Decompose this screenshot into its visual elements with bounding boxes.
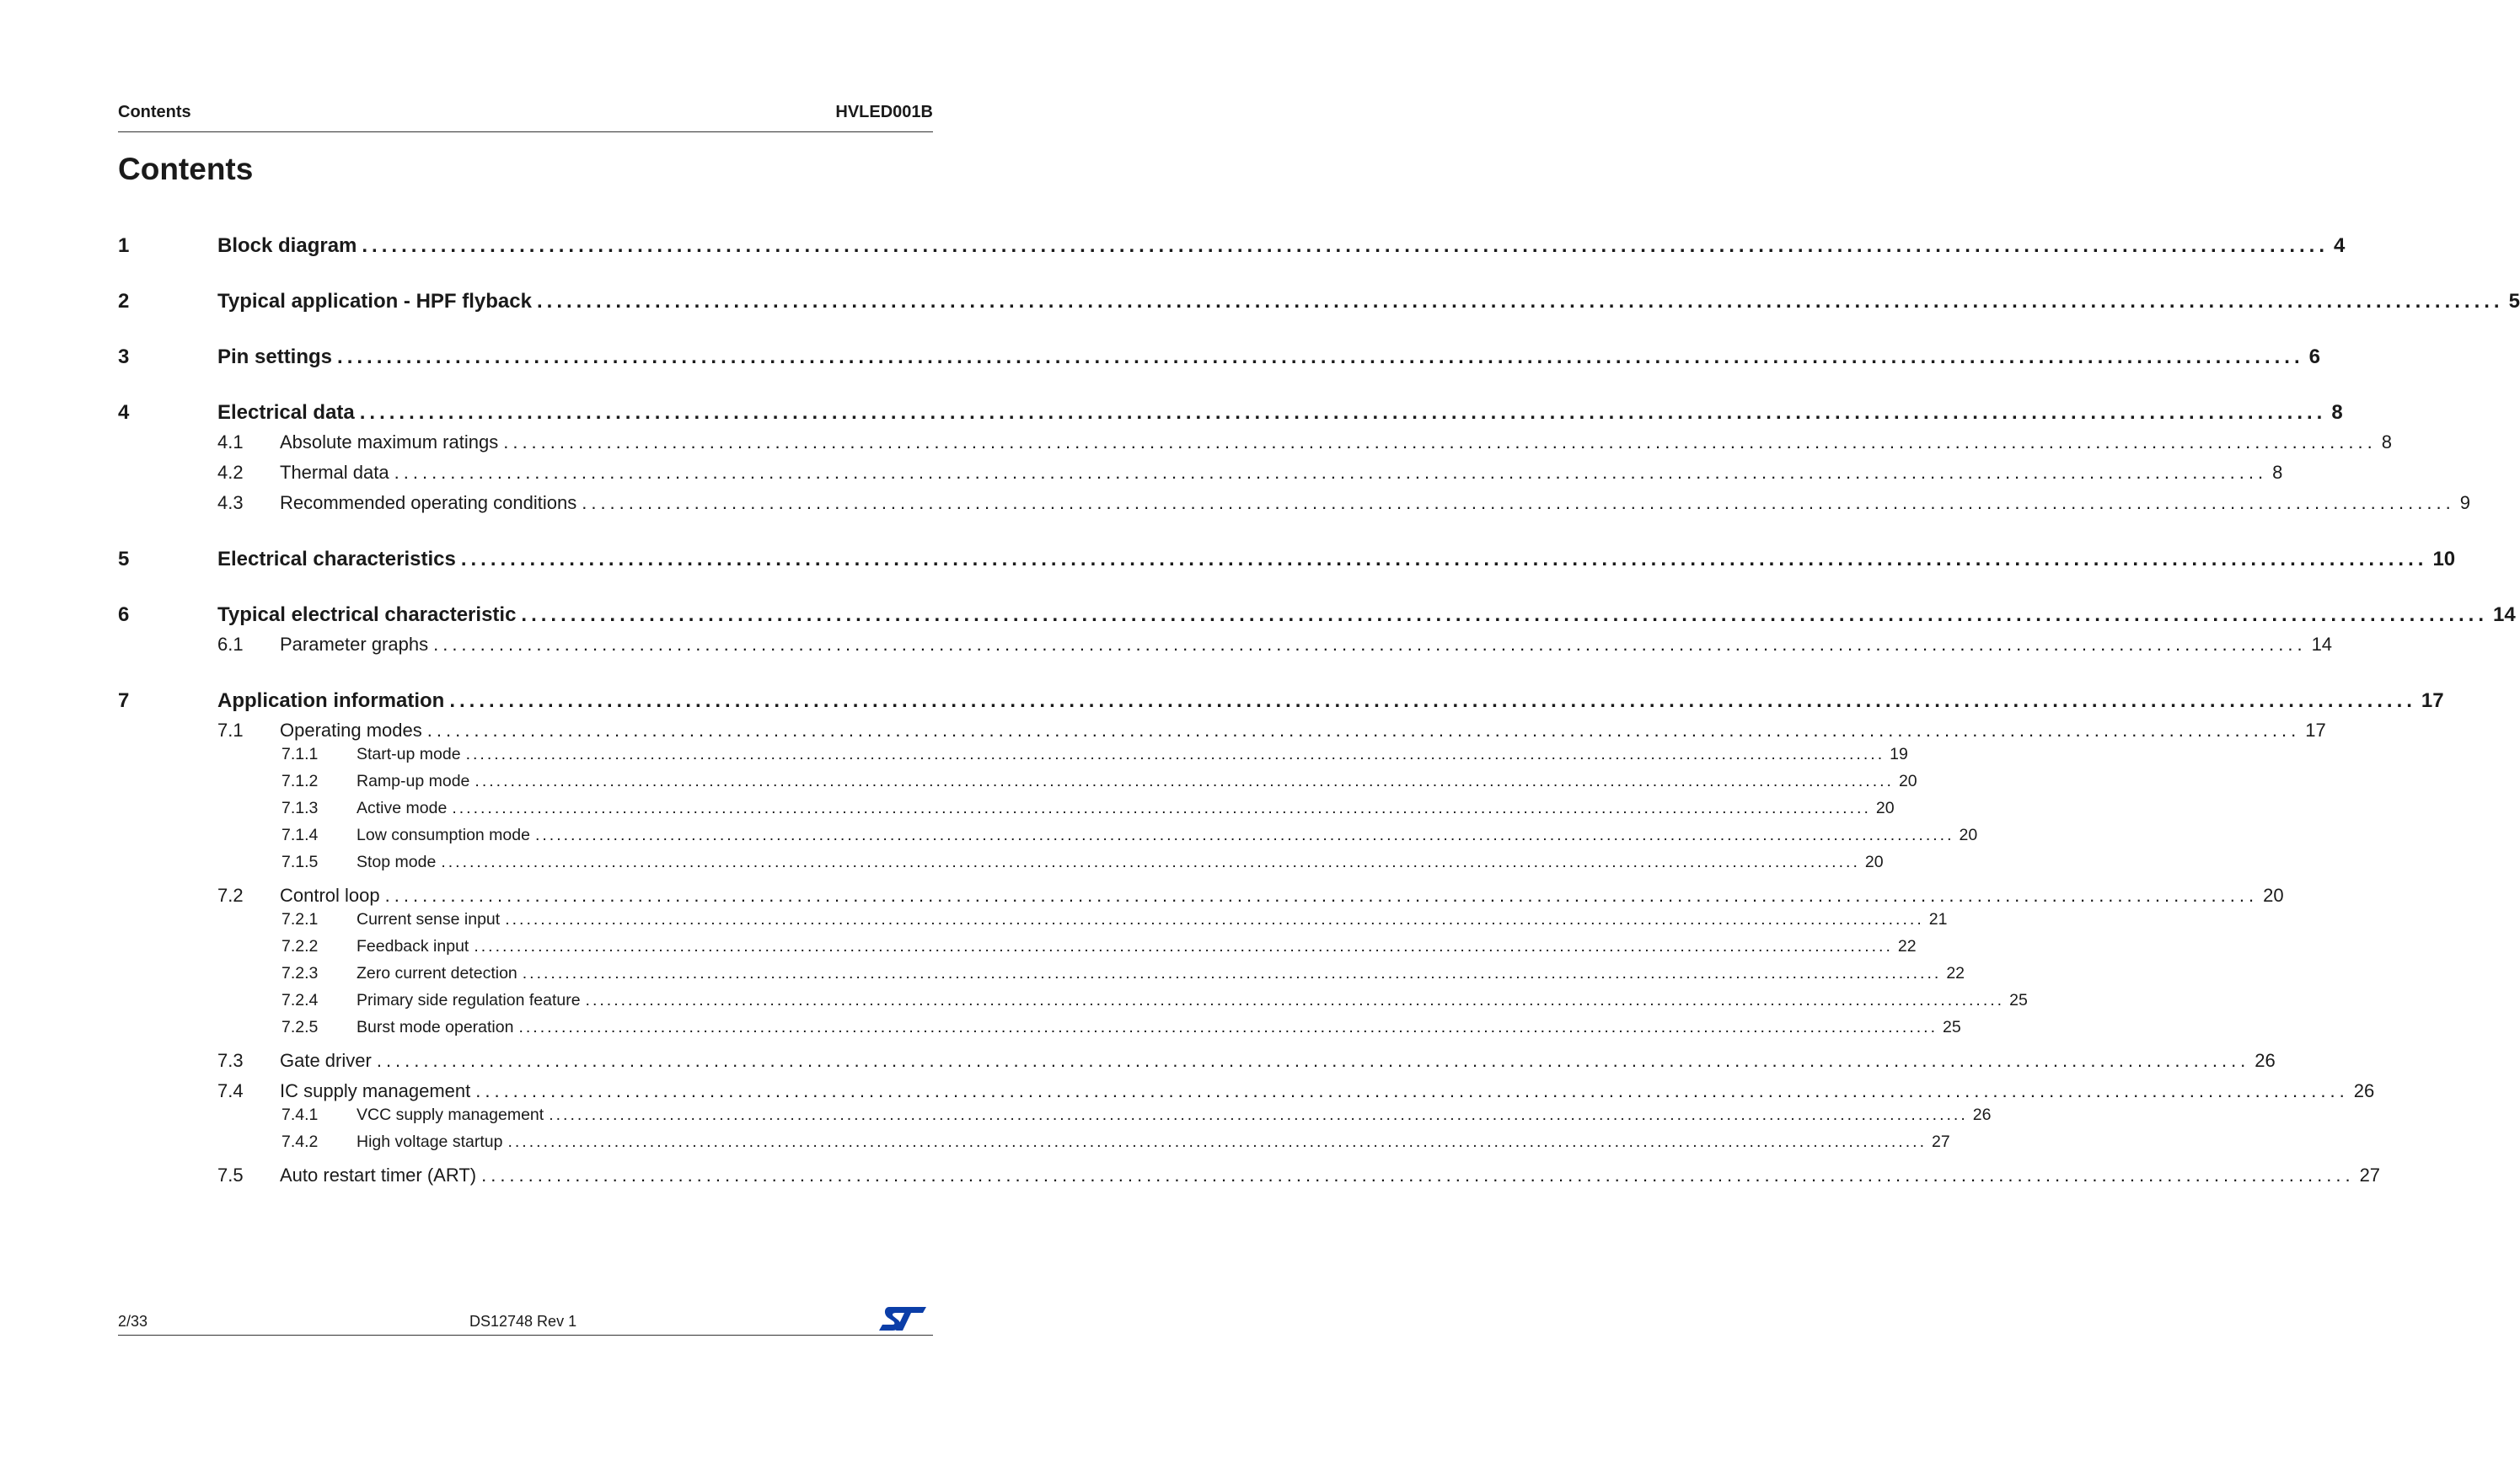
toc-entry-page: 14 bbox=[2493, 603, 2516, 626]
toc-entry-number: 7.4 bbox=[217, 1080, 244, 1101]
toc-entry-label: Electrical data bbox=[217, 401, 355, 424]
toc-entry[interactable] bbox=[118, 799, 1895, 818]
toc-entry-number: 7.2.1 bbox=[281, 910, 319, 929]
toc-leader-dots: ........................................................................................................................................................................................................ bbox=[359, 401, 2327, 424]
toc-entry-number: 5 bbox=[118, 548, 130, 570]
toc-entry-page: 6 bbox=[2308, 345, 2320, 368]
toc-entry-number: 4.1 bbox=[217, 431, 244, 453]
toc-entry-label: High voltage startup bbox=[357, 1133, 503, 1151]
toc-entry-label: Gate driver bbox=[280, 1050, 372, 1071]
toc-entry-page: 8 bbox=[2381, 431, 2392, 453]
toc-entry[interactable] bbox=[118, 234, 2346, 258]
toc-entry-label: Block diagram bbox=[217, 234, 357, 257]
toc-leader-dots: ........................................................................................................................................................................................................ bbox=[465, 745, 1885, 763]
toc-leader-dots: ........................................................................................................................................................................................................ bbox=[507, 1133, 1927, 1151]
toc-entry-page: 17 bbox=[2305, 720, 2326, 741]
toc-leader-dots: ........................................................................................................................................................................................................ bbox=[337, 345, 2304, 368]
toc-leader-dots: ........................................................................................................................................................................................................ bbox=[521, 603, 2489, 626]
toc-entry-page: 27 bbox=[1931, 1133, 1950, 1151]
toc-entry-page: 22 bbox=[1946, 964, 1965, 983]
toc-entry-page: 25 bbox=[1943, 1018, 1961, 1036]
toc-entry-number: 6 bbox=[118, 603, 130, 626]
toc-leader-dots: ........................................................................................................................................................................................................ bbox=[441, 853, 1860, 871]
toc-entry-number: 7.1.1 bbox=[281, 745, 319, 763]
toc-entry-label: Thermal data bbox=[280, 462, 389, 483]
toc-leader-dots: ........................................................................................................................................................................................................ bbox=[449, 689, 2416, 712]
toc-entry-number: 7.2.4 bbox=[281, 991, 319, 1009]
st-logo-icon bbox=[877, 1304, 928, 1333]
toc-entry[interactable] bbox=[118, 1165, 2381, 1186]
toc-entry[interactable] bbox=[118, 991, 2028, 1010]
toc-entry[interactable] bbox=[118, 720, 2326, 742]
toc-entry-number: 7.3 bbox=[217, 1050, 244, 1071]
toc-entry-number: 4.3 bbox=[217, 492, 244, 513]
toc-entry-number: 7.1.4 bbox=[281, 826, 319, 844]
toc-entry-label: Operating modes bbox=[280, 720, 422, 741]
toc-entry-label: Application information bbox=[217, 689, 445, 712]
toc-entry-label: IC supply management bbox=[280, 1080, 471, 1101]
toc-entry[interactable] bbox=[118, 937, 1917, 956]
toc-leader-dots: ........................................................................................................................................................................................................ bbox=[376, 1050, 2250, 1071]
toc-entry-page: 19 bbox=[1890, 745, 1908, 763]
toc-entry[interactable] bbox=[118, 634, 2333, 656]
toc-entry-page: 5 bbox=[2508, 290, 2520, 313]
toc-leader-dots: ........................................................................................................................................................................................................ bbox=[585, 991, 2005, 1009]
toc-entry-page: 26 bbox=[2353, 1080, 2375, 1101]
toc-entry-page: 25 bbox=[2009, 991, 2028, 1009]
toc-entry[interactable] bbox=[118, 492, 2470, 514]
toc-entry-number: 4.2 bbox=[217, 462, 244, 483]
toc-entry-page: 14 bbox=[2311, 634, 2333, 655]
toc-entry[interactable] bbox=[118, 431, 2392, 453]
toc-entry[interactable] bbox=[118, 462, 2283, 484]
toc-entry-number: 7.4.2 bbox=[281, 1133, 319, 1151]
page-footer bbox=[118, 1304, 933, 1336]
toc-entry-page: 8 bbox=[2331, 401, 2343, 424]
toc-leader-dots: ........................................................................................................................................................................................................ bbox=[503, 431, 2377, 453]
toc-leader-dots: ........................................................................................................................................................................................................ bbox=[481, 1165, 2355, 1186]
toc-entry-page: 4 bbox=[2333, 234, 2346, 257]
toc-entry-page: 8 bbox=[2272, 462, 2283, 483]
toc-entry[interactable] bbox=[118, 689, 2444, 713]
toc-entry-number: 7.1 bbox=[217, 720, 244, 741]
toc-entry-number: 2 bbox=[118, 290, 130, 313]
toc-entry-label: Auto restart timer (ART) bbox=[280, 1165, 477, 1186]
toc-entry-label: Typical application - HPF flyback bbox=[217, 290, 532, 313]
toc-entry-page: 10 bbox=[2432, 548, 2456, 570]
toc-entry-page: 17 bbox=[2421, 689, 2444, 712]
toc-entry[interactable] bbox=[118, 772, 1917, 791]
toc-leader-dots: ........................................................................................................................................................................................................ bbox=[474, 937, 1893, 956]
toc-entry-label: VCC supply management bbox=[357, 1106, 544, 1124]
toc-entry-label: Start-up mode bbox=[357, 745, 461, 763]
toc-entry-page: 20 bbox=[1898, 772, 1917, 790]
toc-entry[interactable] bbox=[118, 1133, 1950, 1152]
toc-entry-number: 7.2.2 bbox=[281, 937, 319, 956]
toc-leader-dots: ........................................................................................................................................................................................................ bbox=[426, 720, 2301, 741]
toc-leader-dots: ........................................................................................................................................................................................................ bbox=[475, 772, 1894, 790]
toc-entry-number: 6.1 bbox=[217, 634, 244, 655]
toc-entry-label: Stop mode bbox=[357, 853, 437, 871]
toc-entry-label: Feedback input bbox=[357, 937, 469, 956]
toc-entry-number: 1 bbox=[118, 234, 130, 257]
toc-entry-label: Ramp-up mode bbox=[357, 772, 470, 790]
toc-leader-dots: ........................................................................................................................................................................................................ bbox=[582, 492, 2455, 513]
toc-entry[interactable] bbox=[118, 290, 2520, 313]
header-part-number: HVLED001B bbox=[835, 103, 933, 121]
page-title: Contents bbox=[118, 152, 254, 186]
toc-entry-number: 7.2 bbox=[217, 885, 244, 906]
toc-entry-label: Pin settings bbox=[217, 345, 333, 368]
toc-entry-label: Control loop bbox=[280, 885, 380, 906]
toc-entry-page: 9 bbox=[2459, 492, 2470, 513]
toc-entry[interactable] bbox=[118, 548, 2456, 571]
toc-entry[interactable] bbox=[118, 885, 2284, 907]
toc-leader-dots: ........................................................................................................................................................................................................ bbox=[452, 799, 1871, 817]
toc-entry-label: Typical electrical characteristic bbox=[217, 603, 517, 626]
toc-entry[interactable] bbox=[118, 853, 1884, 872]
toc-entry-number: 7.1.2 bbox=[281, 772, 319, 790]
toc-entry-page: 20 bbox=[1959, 826, 1978, 844]
toc-entry-label: Parameter graphs bbox=[280, 634, 429, 655]
toc-entry[interactable] bbox=[118, 1018, 1961, 1037]
toc-entry-number: 7 bbox=[118, 689, 130, 712]
toc-entry-page: 26 bbox=[1972, 1106, 1992, 1124]
toc-leader-dots: ........................................................................................................................................................................................................ bbox=[475, 1080, 2349, 1101]
table-of-contents bbox=[118, 0, 2520, 1478]
toc-entry-number: 7.1.3 bbox=[281, 799, 319, 817]
toc-entry[interactable] bbox=[118, 1050, 2276, 1072]
toc-entry-number: 7.2.5 bbox=[281, 1018, 319, 1036]
toc-leader-dots: ........................................................................................................................................................................................................ bbox=[549, 1106, 1968, 1124]
toc-leader-dots: ........................................................................................................................................................................................................ bbox=[394, 462, 2268, 483]
toc-entry-page: 20 bbox=[1875, 799, 1895, 817]
toc-leader-dots: ........................................................................................................................................................................................................ bbox=[522, 964, 1942, 983]
toc-leader-dots: ........................................................................................................................................................................................................ bbox=[518, 1018, 1938, 1036]
toc-entry[interactable] bbox=[118, 964, 1965, 983]
toc-entry-page: 26 bbox=[2255, 1050, 2276, 1071]
toc-entry[interactable] bbox=[118, 603, 2516, 627]
toc-entry-number: 3 bbox=[118, 345, 130, 368]
toc-entry-number: 7.4.1 bbox=[281, 1106, 319, 1124]
toc-leader-dots: ........................................................................................................................................................................................................ bbox=[505, 910, 1924, 929]
header-section-title: Contents bbox=[118, 103, 191, 121]
footer-doc-id: DS12748 Rev 1 bbox=[469, 1313, 577, 1330]
toc-entry-page: 21 bbox=[1928, 910, 1948, 929]
toc-entry[interactable] bbox=[118, 1080, 2375, 1102]
toc-leader-dots: ........................................................................................................................................................................................................ bbox=[362, 234, 2329, 257]
toc-leader-dots: ........................................................................................................................................................................................................ bbox=[433, 634, 2307, 655]
toc-entry-number: 7.2.3 bbox=[281, 964, 319, 983]
toc-entry-label: Absolute maximum ratings bbox=[280, 431, 499, 453]
toc-entry-page: 20 bbox=[1864, 853, 1884, 871]
toc-entry-label: Active mode bbox=[357, 799, 448, 817]
toc-entry[interactable] bbox=[118, 1106, 1992, 1125]
toc-entry-label: Zero current detection bbox=[357, 964, 517, 983]
toc-entry[interactable] bbox=[118, 910, 1948, 929]
toc-entry-label: Burst mode operation bbox=[357, 1018, 514, 1036]
toc-entry-page: 20 bbox=[2263, 885, 2284, 906]
toc-entry-number: 4 bbox=[118, 401, 130, 424]
footer-page-number: 2/33 bbox=[118, 1313, 148, 1330]
toc-entry-page: 22 bbox=[1897, 937, 1917, 956]
toc-entry-label: Primary side regulation feature bbox=[357, 991, 581, 1009]
toc-entry-page: 27 bbox=[2359, 1165, 2381, 1186]
toc-leader-dots: ........................................................................................................................................................................................................ bbox=[534, 826, 1954, 844]
toc-leader-dots: ........................................................................................................................................................................................................ bbox=[536, 290, 2504, 313]
toc-entry-label: Electrical characteristics bbox=[217, 548, 456, 570]
toc-entry-label: Current sense input bbox=[357, 910, 501, 929]
toc-entry[interactable] bbox=[118, 826, 1978, 845]
toc-leader-dots: ........................................................................................................................................................................................................ bbox=[384, 885, 2259, 906]
toc-entry-label: Low consumption mode bbox=[357, 826, 530, 844]
toc-entry-label: Recommended operating conditions bbox=[280, 492, 577, 513]
toc-entry[interactable] bbox=[118, 401, 2343, 425]
toc-entry-number: 7.1.5 bbox=[281, 853, 319, 871]
toc-entry[interactable] bbox=[118, 745, 1908, 764]
toc-entry-number: 7.5 bbox=[217, 1165, 244, 1186]
toc-entry[interactable] bbox=[118, 345, 2320, 369]
toc-leader-dots: ........................................................................................................................................................................................................ bbox=[460, 548, 2428, 570]
